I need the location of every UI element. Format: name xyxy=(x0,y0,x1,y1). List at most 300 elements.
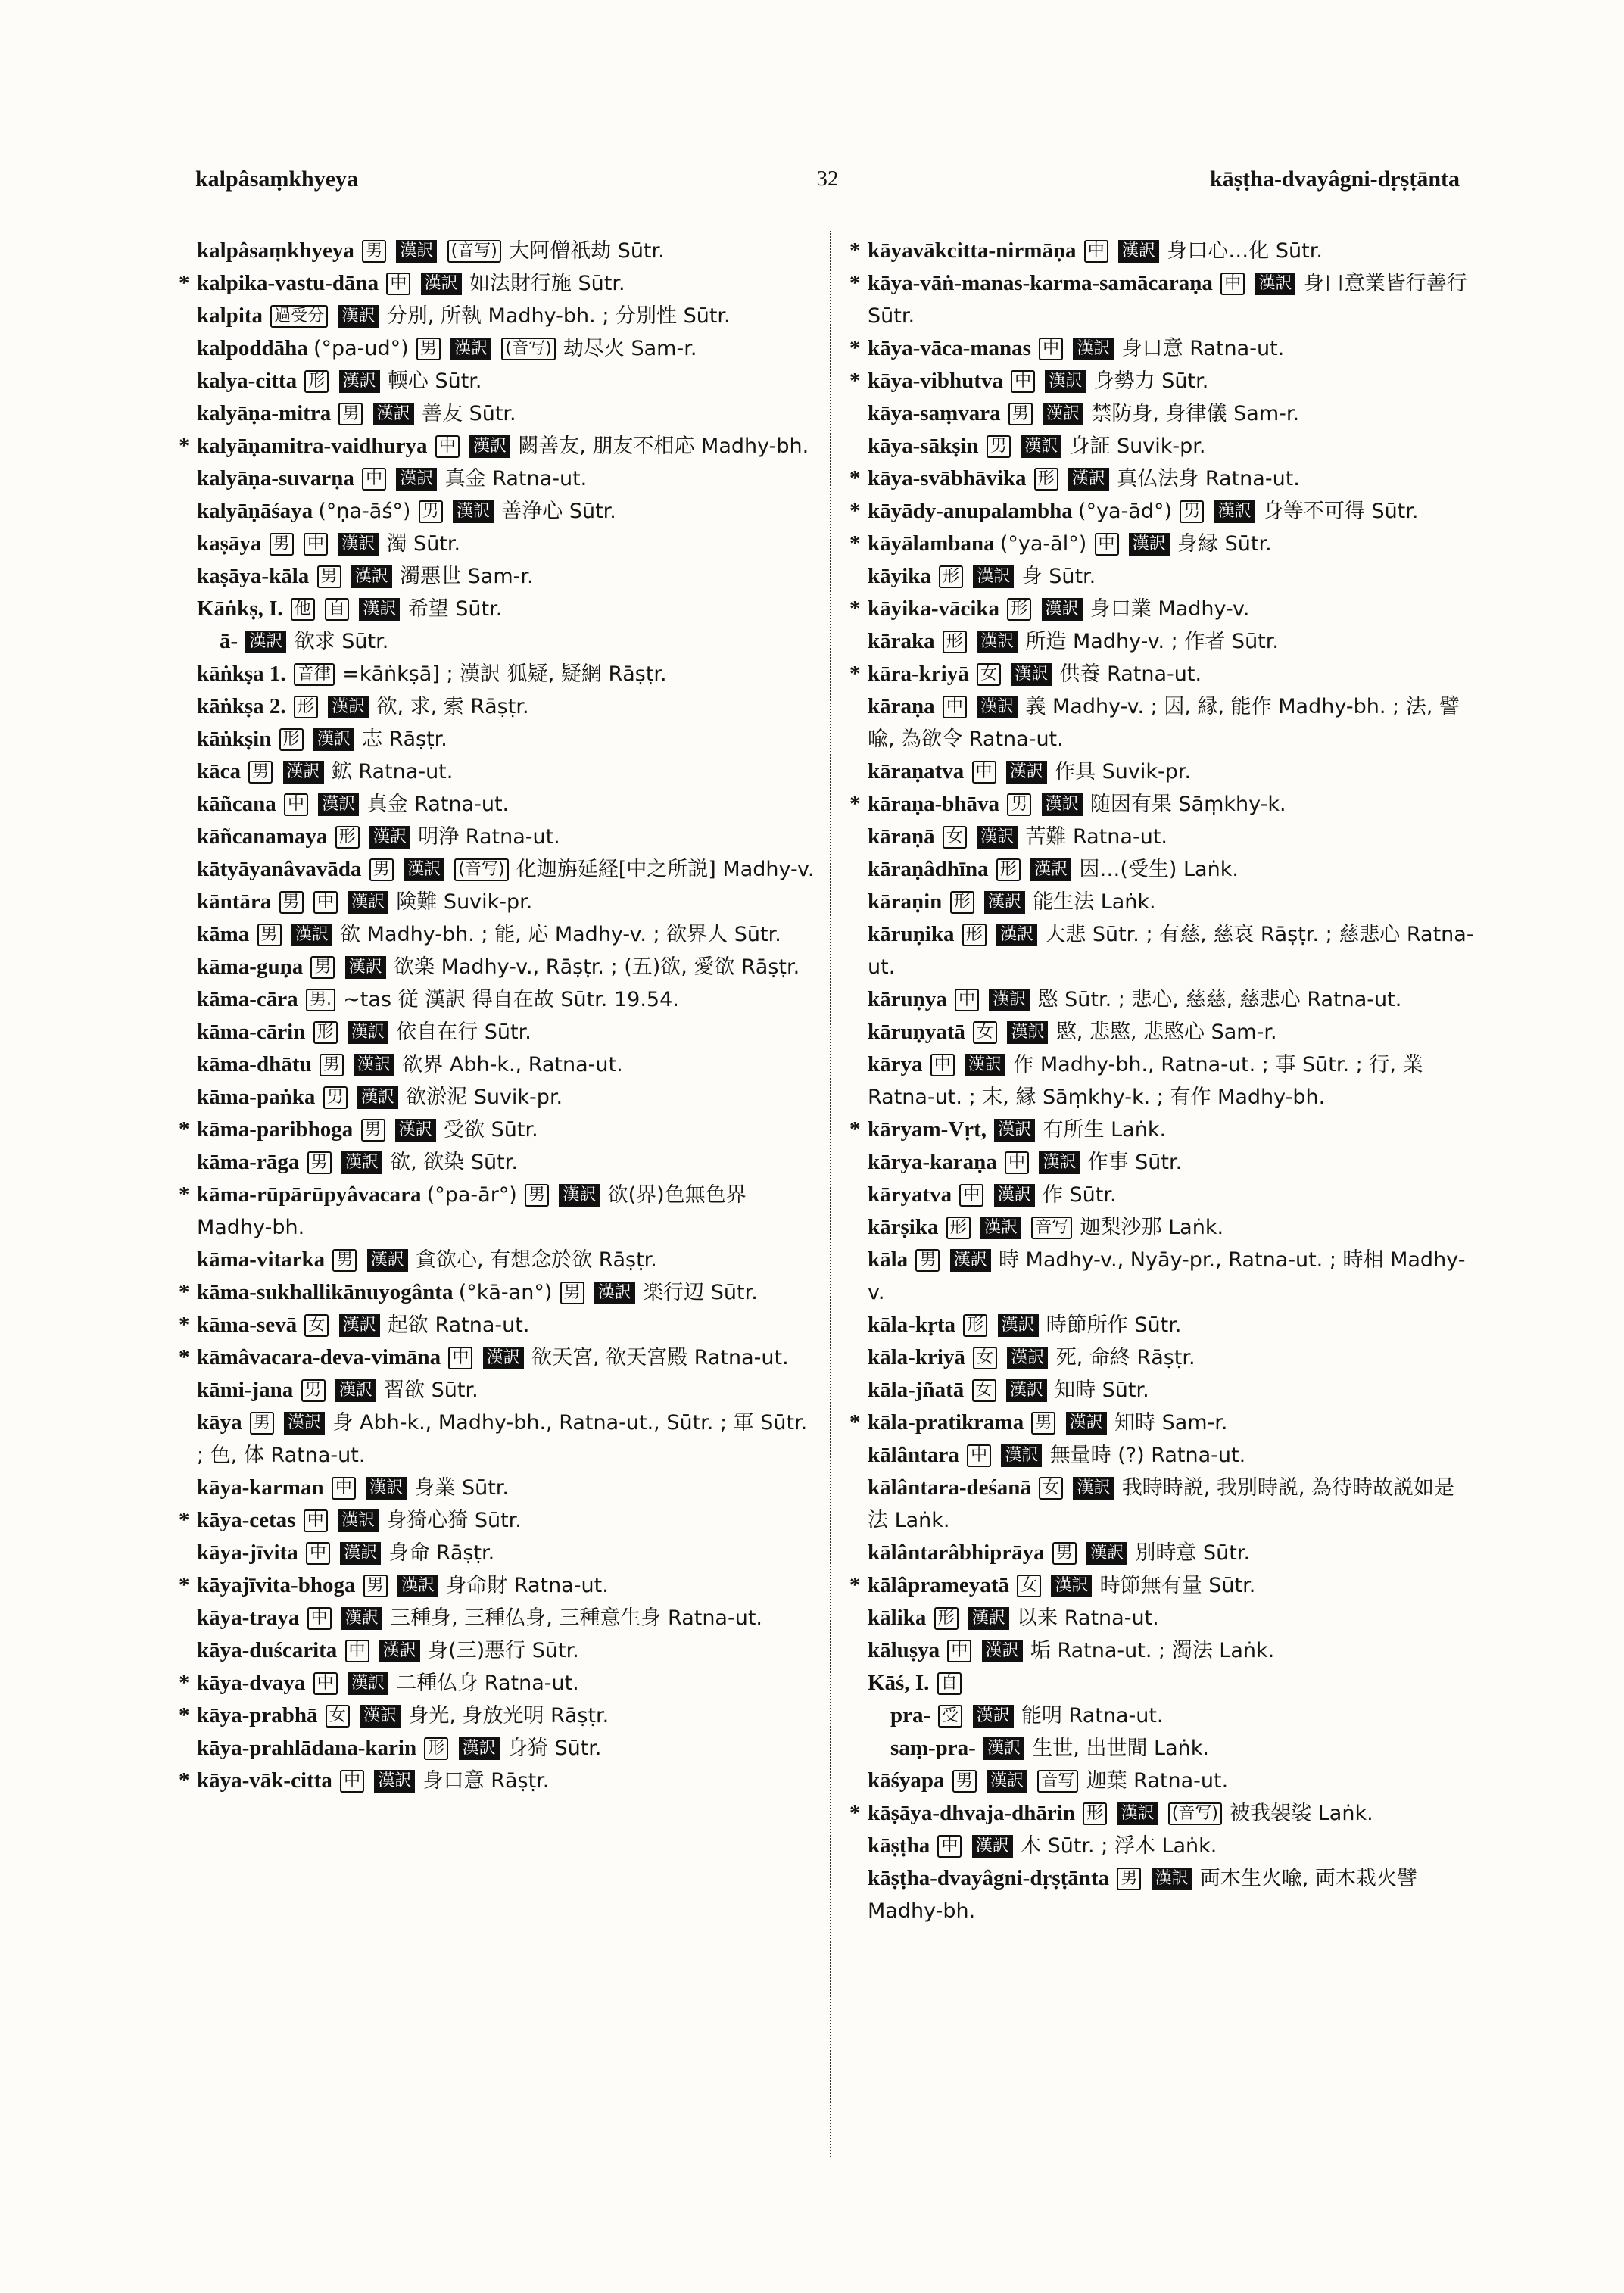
entry-headword: kāya-vibhutva xyxy=(868,369,1003,393)
grammar-tag: 漢訳 xyxy=(973,565,1014,588)
grammar-tag: 漢訳 xyxy=(1073,1477,1114,1500)
entry-definition: 身命財 Ratna-ut. xyxy=(446,1574,609,1597)
grammar-tag: 男 xyxy=(338,403,363,425)
entry-headword: kāyika xyxy=(868,564,931,588)
dictionary-entry xyxy=(176,690,819,723)
entry-pronunciation: (°ya-ād°) xyxy=(1078,500,1173,523)
grammar-tag: 漢訳 xyxy=(1214,500,1255,523)
grammar-tag: 漢訳 xyxy=(1042,793,1083,816)
entry-pronunciation: (°pa-ud°) xyxy=(313,337,409,360)
entry-headword: kāla-kriyā xyxy=(868,1345,965,1369)
new-entry-marker: * xyxy=(179,1345,190,1369)
grammar-tag: 自 xyxy=(937,1672,962,1695)
grammar-tag: 漢訳 xyxy=(348,1021,388,1044)
dictionary-entry xyxy=(176,528,819,560)
grammar-tag: 女 xyxy=(304,1314,329,1337)
entry-headword: kaṣāya-kāla xyxy=(197,564,310,588)
grammar-tag: 男 xyxy=(320,1054,344,1076)
dictionary-entry xyxy=(176,300,819,332)
dictionary-entry xyxy=(176,625,819,658)
entry-headword: pra- xyxy=(890,1703,931,1728)
entry-headword: kalpâsaṃkhyeya xyxy=(197,238,354,263)
entry-headword: kalyāṇa-suvarṇa xyxy=(197,466,354,491)
entry-headword: kāya-duścarita xyxy=(197,1638,338,1662)
entry-definition: 闕善友, 朋友不相応 Madhy-bh. xyxy=(518,435,809,458)
column-divider xyxy=(830,231,831,2157)
dictionary-entry xyxy=(176,1016,819,1048)
entry-definition: 鉱 Ratna-ut. xyxy=(331,760,454,784)
grammar-tag: 形 xyxy=(934,1607,959,1630)
grammar-tag: 中 xyxy=(1220,273,1245,295)
dictionary-entry xyxy=(846,625,1475,658)
grammar-tag: 漢訳 xyxy=(291,924,332,946)
grammar-tag: 中 xyxy=(1011,370,1035,393)
entry-pronunciation: (°pa-ār°) xyxy=(426,1183,517,1207)
grammar-tag: 中 xyxy=(943,696,967,718)
grammar-tag: 漢訳 xyxy=(1039,1151,1080,1174)
entry-headword: kāca xyxy=(197,759,241,784)
grammar-tag: 漢訳 xyxy=(341,1607,382,1630)
grammar-tag: 音写 xyxy=(1037,1770,1078,1793)
entry-headword: kārya-karaṇa xyxy=(868,1150,997,1174)
grammar-tag: 漢訳 xyxy=(1030,858,1071,881)
dictionary-entry xyxy=(176,886,819,918)
dictionary-entry xyxy=(176,1537,819,1569)
grammar-tag: 男 xyxy=(257,924,282,946)
entry-definition: 知時 Sūtr. xyxy=(1055,1379,1149,1402)
entry-headword: kāryatva xyxy=(868,1182,952,1207)
entry-headword: saṃ-pra- xyxy=(890,1736,976,1760)
entry-headword: kāma-dhātu xyxy=(197,1052,312,1076)
new-entry-marker: * xyxy=(179,434,190,458)
entry-definition: 濁悪世 Sam-r. xyxy=(400,565,534,588)
grammar-tag: 漢訳 xyxy=(994,1119,1035,1142)
grammar-tag: 男 xyxy=(270,533,294,556)
entry-headword: kāma-cāra xyxy=(197,987,298,1011)
dictionary-entry xyxy=(846,430,1475,463)
entry-headword: kāśyapa xyxy=(868,1768,945,1793)
dictionary-entry xyxy=(846,1407,1475,1439)
grammar-tag: 漢訳 xyxy=(1068,468,1109,491)
entry-headword: Kāṅkṣ, I. xyxy=(197,597,283,621)
entry-headword: kāya-vāṅ-manas-karma-samācaraṇa xyxy=(868,271,1213,295)
grammar-tag: 男 xyxy=(279,891,304,914)
grammar-tag: 漢訳 xyxy=(1001,1444,1042,1467)
grammar-tag: (音写) xyxy=(454,858,508,881)
entry-definition: 垢 Ratna-ut. ; 濁法 Laṅk. xyxy=(1030,1639,1275,1662)
entry-definition: 苦難 Ratna-ut. xyxy=(1025,825,1167,849)
grammar-tag: 漢訳 xyxy=(968,1607,1009,1630)
dictionary-entry xyxy=(846,690,1475,756)
grammar-tag: 漢訳 xyxy=(396,468,437,491)
dictionary-entry xyxy=(846,528,1475,560)
entry-headword: kāya-prabhā xyxy=(197,1703,318,1728)
entry-definition: 我時時説, 我別時説, 為待時故説如是法 Laṅk. xyxy=(868,1476,1455,1532)
entry-definition: 欲求 Sūtr. xyxy=(294,630,389,653)
entry-headword: kāṣṭha xyxy=(868,1833,930,1858)
grammar-tag: 漢訳 xyxy=(1043,403,1083,425)
grammar-tag: 漢訳 xyxy=(351,565,392,588)
entry-definition: 濁 Sūtr. xyxy=(386,532,461,556)
grammar-tag: 漢訳 xyxy=(559,1184,600,1207)
entry-definition: 生世, 出世間 Laṅk. xyxy=(1032,1737,1209,1760)
entry-definition: 身猗 Sūtr. xyxy=(507,1737,602,1760)
grammar-tag: 中 xyxy=(448,1347,472,1369)
grammar-tag: 女 xyxy=(326,1705,350,1728)
grammar-tag: 漢訳 xyxy=(1117,1802,1158,1825)
entry-headword: kāṣāya-dhvaja-dhārin xyxy=(868,1801,1075,1825)
grammar-tag: 男 xyxy=(332,1249,357,1272)
new-entry-marker: * xyxy=(179,1768,190,1793)
entry-definition: 明浄 Ratna-ut. xyxy=(418,825,560,849)
entry-definition: 身口意 Ratna-ut. xyxy=(1121,337,1285,360)
dictionary-entry xyxy=(176,1407,819,1472)
entry-headword: kāya-saṃvara xyxy=(868,401,1001,425)
entry-definition: 義 Madhy-v. ; 因, 縁, 能作 Madhy-bh. ; 法, 譬喩, 為欲令 Ratna-ut. xyxy=(868,695,1460,751)
dictionary-entry xyxy=(846,1862,1475,1927)
dictionary-entry xyxy=(176,1667,819,1699)
entry-definition: 貪欲心, 有想念於欲 Rāṣṭr. xyxy=(415,1248,657,1272)
entry-headword: kāya-jīvita xyxy=(197,1541,298,1565)
entry-headword: kāyavākcitta-nirmāṇa xyxy=(868,238,1077,263)
grammar-tag: 男 xyxy=(361,1119,385,1142)
grammar-tag: 漢訳 xyxy=(348,1672,388,1695)
grammar-tag: 男 xyxy=(952,1770,977,1793)
entry-definition: 禁防身, 身律儀 Sam-r. xyxy=(1091,402,1300,425)
entry-headword: kāya-prahlādana-karin xyxy=(197,1736,417,1760)
entry-definition: 身縁 Sūtr. xyxy=(1177,532,1272,556)
new-entry-marker: * xyxy=(849,238,861,263)
new-entry-marker: * xyxy=(179,1573,190,1597)
dictionary-entry xyxy=(846,560,1475,593)
entry-definition: 真金 Ratna-ut. xyxy=(444,467,588,491)
dictionary-entry xyxy=(846,658,1475,690)
dictionary-entry xyxy=(176,821,819,853)
grammar-tag: 形 xyxy=(946,1217,971,1239)
dictionary-entry xyxy=(176,1634,819,1667)
dictionary-entry xyxy=(846,918,1475,983)
grammar-tag: 漢訳 xyxy=(1051,1575,1092,1597)
grammar-tag: 中 xyxy=(332,1477,356,1500)
entry-definition: 欲楽 Madhy-v., Rāṣṭr. ; (五)欲, 愛欲 Rāṣṭr. xyxy=(393,955,800,979)
entry-headword: kāma-rāga xyxy=(197,1150,300,1174)
entry-definition: 時節無有量 Sūtr. xyxy=(1099,1574,1256,1597)
entry-headword: kāñcana xyxy=(197,792,276,816)
entry-headword: kāla-pratikrama xyxy=(868,1410,1024,1435)
entry-headword: kāraka xyxy=(868,629,935,653)
entry-definition: 随因有果 Sāṃkhy-k. xyxy=(1089,793,1286,816)
dictionary-entry xyxy=(176,918,819,951)
grammar-tag: 形 xyxy=(963,1314,987,1337)
dictionary-entry xyxy=(846,1439,1475,1472)
grammar-tag: 漢訳 xyxy=(335,1379,376,1402)
entry-definition: 時 Madhy-v., Nyāy-pr., Ratna-ut. ; 時相 Madhy-v. xyxy=(868,1248,1466,1304)
grammar-tag: 中 xyxy=(313,1672,338,1695)
grammar-tag: 中 xyxy=(967,1444,991,1467)
grammar-tag: 中 xyxy=(306,1542,330,1565)
grammar-tag: 漢訳 xyxy=(1255,273,1295,295)
entry-headword: kāma-guṇa xyxy=(197,955,304,979)
grammar-tag: 漢訳 xyxy=(453,500,494,523)
entry-headword: kāma-cārin xyxy=(197,1020,306,1044)
entry-headword: kālâprameyatā xyxy=(868,1573,1009,1597)
entry-headword: kālika xyxy=(868,1606,927,1630)
entry-headword: kāraṇâdhīna xyxy=(868,857,989,881)
grammar-tag: 漢訳 xyxy=(977,696,1018,718)
grammar-tag: 男 xyxy=(560,1282,584,1304)
dictionary-entry xyxy=(176,1374,819,1407)
grammar-tag: 漢訳 xyxy=(338,1509,379,1532)
entry-pronunciation: (°ṇa-āś°) xyxy=(318,500,411,523)
entry-definition: 身口意業皆行善行 Sūtr. xyxy=(868,272,1467,328)
grammar-tag: 女 xyxy=(973,1347,997,1369)
grammar-tag: (音写) xyxy=(1168,1802,1222,1825)
grammar-tag: 漢訳 xyxy=(421,273,462,295)
entry-headword: kāruṇika xyxy=(868,922,955,946)
entry-headword: kāma-sukhallikānuyogânta xyxy=(197,1280,454,1304)
grammar-tag: 漢訳 xyxy=(373,403,414,425)
entry-definition: 所造 Madhy-v. ; 作者 Sūtr. xyxy=(1025,630,1279,653)
grammar-tag: 中 xyxy=(1084,240,1108,263)
new-entry-marker: * xyxy=(849,271,861,295)
entry-definition: 欲, 欲染 Sūtr. xyxy=(390,1151,518,1174)
entry-headword: kāya-cetas xyxy=(197,1508,296,1532)
entry-definition: 大阿僧祇劫 Sūtr. xyxy=(509,239,665,263)
grammar-tag: 漢訳 xyxy=(1086,1542,1127,1565)
dictionary-entry xyxy=(846,1699,1475,1732)
entry-definition: 習欲 Sūtr. xyxy=(384,1379,478,1402)
grammar-tag: 漢訳 xyxy=(469,435,510,458)
dictionary-entry xyxy=(176,723,819,756)
entry-headword: kāluṣya xyxy=(868,1638,940,1662)
grammar-tag: 中 xyxy=(1095,533,1119,556)
entry-headword: kāmi-jana xyxy=(197,1378,294,1402)
grammar-tag: 漢訳 xyxy=(987,1770,1027,1793)
dictionary-entry xyxy=(846,1114,1475,1146)
entry-headword: kāma xyxy=(197,922,250,946)
entry-headword: kalya-citta xyxy=(197,369,298,393)
entry-headword: kāla-jñatā xyxy=(868,1378,965,1402)
dictionary-entry xyxy=(846,495,1475,528)
dictionary-entry xyxy=(846,365,1475,397)
grammar-tag: 漢訳 xyxy=(339,370,380,393)
dictionary-entry xyxy=(176,560,819,593)
grammar-tag: 男 xyxy=(1007,793,1031,816)
dictionary-entry xyxy=(846,1667,1475,1699)
entry-definition: 分別, 所執 Madhy-bh. ; 分別性 Sūtr. xyxy=(386,304,731,328)
entry-definition: 化迦旃延経[中之所説] Madhy-v. xyxy=(516,858,815,881)
entry-headword: Kāś, I. xyxy=(868,1671,930,1695)
grammar-tag: 漢訳 xyxy=(396,240,437,263)
grammar-tag: 男 xyxy=(317,565,341,588)
grammar-tag: 漢訳 xyxy=(313,728,354,751)
grammar-tag: 中 xyxy=(947,1640,971,1662)
dictionary-entry xyxy=(846,756,1475,788)
entry-definition: 以来 Ratna-ut. xyxy=(1017,1606,1159,1630)
dictionary-entry xyxy=(176,397,819,430)
dictionary-entry xyxy=(846,1472,1475,1537)
grammar-tag: 漢訳 xyxy=(338,533,379,556)
grammar-tag: 漢訳 xyxy=(996,924,1037,946)
entry-headword: kāla xyxy=(868,1248,909,1272)
grammar-tag: 男 xyxy=(310,956,335,979)
new-entry-marker: * xyxy=(849,1410,861,1435)
right-column xyxy=(846,235,1475,1927)
entry-definition: 供養 Ratna-ut. xyxy=(1059,662,1202,686)
grammar-tag: 中 xyxy=(937,1835,962,1858)
entry-definition: 受欲 Sūtr. xyxy=(444,1118,538,1142)
grammar-tag: 漢訳 xyxy=(973,1705,1014,1728)
entry-definition: 起欲 Ratna-ut. xyxy=(387,1313,530,1337)
dictionary-entry xyxy=(846,1537,1475,1569)
new-entry-marker: * xyxy=(179,1313,190,1337)
entry-definition: 愍, 悲愍, 悲愍心 Sam-r. xyxy=(1055,1020,1277,1044)
entry-headword: kātyāyanâvavāda xyxy=(197,857,362,881)
new-entry-marker: * xyxy=(179,1703,190,1728)
grammar-tag: 漢訳 xyxy=(360,1705,401,1728)
grammar-tag: 男 xyxy=(369,858,394,881)
dictionary-entry xyxy=(846,788,1475,821)
grammar-tag: 漢訳 xyxy=(404,858,444,881)
entry-definition: 愍 Sūtr. ; 悲心, 慈慈, 慈悲心 Ratna-ut. xyxy=(1037,988,1402,1011)
entry-headword: kāya-traya xyxy=(197,1606,300,1630)
entry-headword: kalyāṇamitra-vaidhurya xyxy=(197,434,428,458)
grammar-tag: 漢訳 xyxy=(998,1314,1039,1337)
entry-definition: 木 Sūtr. ; 浮木 Laṅk. xyxy=(1020,1834,1217,1858)
dictionary-entry xyxy=(176,1309,819,1341)
grammar-tag: 漢訳 xyxy=(348,891,388,914)
entry-headword: kāṅkṣa 2. xyxy=(197,694,286,718)
entry-headword: kāya xyxy=(197,1410,242,1435)
entry-headword: kālântarâbhiprāya xyxy=(868,1541,1045,1565)
grammar-tag: 形 xyxy=(335,826,360,849)
grammar-tag: 男 xyxy=(250,1412,274,1435)
new-entry-marker: * xyxy=(849,499,861,523)
grammar-tag: 受 xyxy=(938,1705,962,1728)
entry-headword: kālântara xyxy=(868,1443,959,1467)
entry-definition: 因…(受生) Laṅk. xyxy=(1079,858,1239,881)
grammar-tag: 漢訳 xyxy=(341,1151,382,1174)
entry-headword: kalpita xyxy=(197,304,263,328)
dictionary-entry xyxy=(176,1472,819,1504)
grammar-tag: 男 xyxy=(1180,500,1204,523)
grammar-tag: 形 xyxy=(1007,598,1031,621)
grammar-tag: 漢訳 xyxy=(328,696,369,718)
grammar-tag: 漢訳 xyxy=(594,1282,635,1304)
grammar-tag: 女 xyxy=(972,1379,996,1402)
dictionary-entry xyxy=(176,983,819,1016)
entry-definition: 作 Sūtr. xyxy=(1042,1183,1117,1207)
grammar-tag: 中 xyxy=(340,1770,364,1793)
grammar-tag: 男 xyxy=(416,338,441,360)
grammar-tag: 漢訳 xyxy=(338,305,379,328)
entry-headword: kāya-dvaya xyxy=(197,1671,306,1695)
grammar-tag: 形 xyxy=(1034,468,1058,491)
grammar-tag: 漢訳 xyxy=(1073,338,1114,360)
grammar-tag: 漢訳 xyxy=(318,793,359,816)
new-entry-marker: * xyxy=(849,531,861,556)
entry-definition: 楽行辺 Sūtr. xyxy=(643,1281,758,1304)
dictionary-entry xyxy=(176,463,819,495)
entry-headword: kāra-kriyā xyxy=(868,662,969,686)
entry-definition: 真金 Ratna-ut. xyxy=(366,793,510,816)
entry-headword: kāyālambana xyxy=(868,531,995,556)
grammar-tag: 中 xyxy=(304,533,328,556)
dictionary-entry xyxy=(176,267,819,300)
dictionary-entry xyxy=(176,788,819,821)
dictionary-entry xyxy=(846,1048,1475,1114)
new-entry-marker: * xyxy=(179,1117,190,1142)
entry-definition: 欲 Madhy-bh. ; 能, 応 Madhy-v. ; 欲界人 Sūtr. xyxy=(340,923,781,946)
entry-definition: 輭心 Sūtr. xyxy=(387,369,482,393)
entry-headword: kārṣika xyxy=(868,1215,939,1239)
dictionary-entry xyxy=(176,1732,819,1765)
dictionary-entry xyxy=(176,658,819,690)
dictionary-entry xyxy=(176,1114,819,1146)
entry-headword: kāṣṭha-dvayâgni-dṛṣṭānta xyxy=(868,1866,1110,1890)
dictionary-entry xyxy=(176,1504,819,1537)
entry-definition: 身証 Suvik-pr. xyxy=(1069,435,1206,458)
dictionary-entry xyxy=(176,1179,819,1244)
entry-definition: 作 Madhy-bh., Ratna-ut. ; 事 Sūtr. ; 行, 業 Ratna-ut. ; 末, 縁 Sāṃkhy-k. ; 有作 Madhy-bh. xyxy=(868,1053,1423,1109)
grammar-tag: 女 xyxy=(973,1021,997,1044)
grammar-tag: 男 xyxy=(987,435,1011,458)
dictionary-entry xyxy=(846,1830,1475,1862)
dictionary-entry xyxy=(176,593,819,625)
grammar-tag: 男 xyxy=(363,1575,388,1597)
grammar-tag: 自 xyxy=(325,598,349,621)
entry-definition: 能生法 Laṅk. xyxy=(1033,890,1156,914)
entry-headword: ā- xyxy=(220,629,238,653)
dictionary-entry xyxy=(176,1765,819,1797)
grammar-tag: 男 xyxy=(1052,1542,1077,1565)
entry-definition: 身猗心猗 Sūtr. xyxy=(386,1509,522,1532)
entry-definition: 大悲 Sūtr. ; 有慈, 慈哀 Rāṣṭr. ; 慈悲心 Ratna-ut. xyxy=(868,923,1474,979)
dictionary-entry xyxy=(176,1276,819,1309)
grammar-tag: 漢訳 xyxy=(354,1054,394,1076)
grammar-tag: 漢訳 xyxy=(339,1314,380,1337)
entry-definition: 作事 Sūtr. xyxy=(1087,1151,1183,1174)
grammar-tag: 男 xyxy=(323,1086,348,1109)
entry-definition: 時節所作 Sūtr. xyxy=(1046,1313,1182,1337)
dictionary-entry xyxy=(846,1016,1475,1048)
grammar-tag: 形 xyxy=(943,631,967,653)
dictionary-entry xyxy=(846,821,1475,853)
entry-definition: 身口心…化 Sūtr. xyxy=(1167,239,1323,263)
running-head-left: kalpâsaṃkhyeya xyxy=(195,167,359,192)
entry-headword: kāyika-vācika xyxy=(868,597,1000,621)
entry-definition: 無量時 (?) Ratna-ut. xyxy=(1049,1444,1246,1467)
grammar-tag: 形 xyxy=(962,924,987,946)
grammar-tag: 中 xyxy=(1039,338,1063,360)
dictionary-entry xyxy=(846,1374,1475,1407)
new-entry-marker: * xyxy=(179,1671,190,1695)
entry-headword: kalpika-vastu-dāna xyxy=(197,271,379,295)
entry-definition: 希望 Sūtr. xyxy=(407,597,503,621)
entry-definition: 険難 Suvik-pr. xyxy=(396,890,533,914)
dictionary-entry xyxy=(846,983,1475,1016)
grammar-tag: 男 xyxy=(248,761,273,784)
grammar-tag: 男. xyxy=(306,989,335,1011)
grammar-tag: 中 xyxy=(304,1509,328,1532)
entry-definition: 二種仏身 Ratna-ut. xyxy=(396,1671,579,1695)
entry-definition: 身 Sūtr. xyxy=(1021,565,1096,588)
dictionary-entry xyxy=(846,1732,1475,1765)
grammar-tag: 形 xyxy=(1083,1802,1107,1825)
grammar-tag: 漢訳 xyxy=(1152,1868,1192,1890)
dictionary-entry xyxy=(846,1797,1475,1830)
grammar-tag: 男 xyxy=(419,500,443,523)
